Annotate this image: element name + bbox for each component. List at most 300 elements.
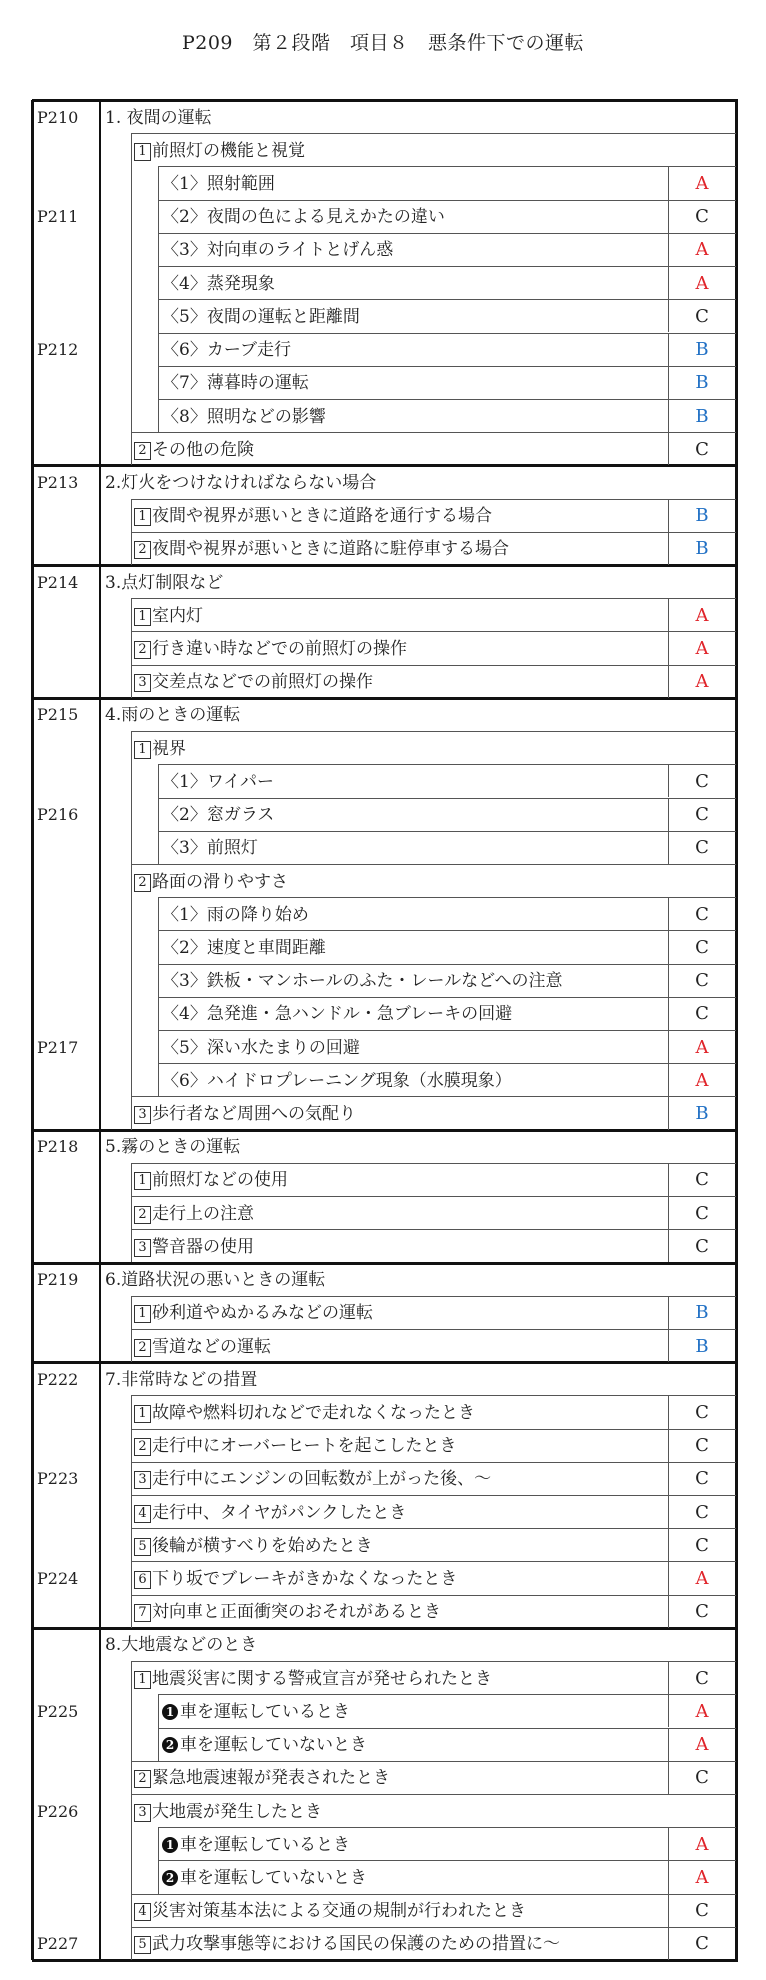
table-rule	[158, 831, 736, 832]
item-number-box: 1	[134, 143, 151, 161]
item-label: 〈4〉蒸発現象	[162, 273, 275, 294]
item-label: 対向車と正面衝突のおそれがあるとき	[152, 1602, 441, 1623]
table-rule	[158, 1860, 736, 1861]
item-number-box: 6	[134, 1571, 151, 1589]
table-rule	[99, 100, 101, 1960]
table-rule	[158, 266, 736, 267]
grade-label: C	[695, 804, 709, 826]
table-rule	[668, 399, 669, 432]
item-number-box: 2	[134, 541, 151, 559]
table-rule	[158, 1827, 736, 1828]
detail-item	[162, 373, 309, 393]
subsection-item	[134, 1303, 373, 1323]
item-label: 車を運転しているとき	[180, 1834, 350, 1855]
table-rule	[668, 598, 669, 631]
table-rule	[668, 1096, 669, 1129]
item-label: 〈1〉雨の降り始め	[162, 904, 309, 925]
item-label: 車を運転していないとき	[180, 1735, 367, 1756]
page-ref-label: P216	[37, 805, 79, 825]
item-label: 〈5〉夜間の運転と距離間	[162, 306, 360, 327]
grade-label: B	[695, 538, 709, 560]
subsection-item	[134, 1934, 560, 1954]
item-number-box: 1	[134, 1671, 151, 1689]
table-rule	[668, 299, 669, 332]
item-label: 路面の滑りやすさ	[152, 871, 288, 892]
table-rule	[668, 1927, 669, 1960]
subsection-item	[134, 539, 509, 559]
item-label: 緊急地震速報が発表されたとき	[152, 1768, 390, 1789]
table-rule	[668, 997, 669, 1030]
grade-label: A	[695, 671, 709, 693]
subsection-item	[134, 1170, 288, 1190]
item-label: 車を運転しているとき	[180, 1701, 350, 1722]
table-rule	[158, 764, 736, 765]
table-rule	[668, 831, 669, 864]
grade-label: C	[695, 305, 709, 327]
table-rule	[131, 1927, 736, 1928]
table-rule	[131, 1296, 132, 1362]
table-rule	[158, 1030, 736, 1031]
table-rule	[668, 1495, 669, 1528]
grade-label: A	[695, 173, 709, 195]
table-rule	[158, 930, 736, 931]
grade-label: B	[695, 405, 709, 427]
subsection-item	[134, 872, 288, 892]
grade-label: C	[695, 1534, 709, 1556]
table-rule	[131, 1163, 132, 1263]
item-label: 歩行者など周囲への気配り	[152, 1104, 356, 1125]
table-rule	[131, 631, 736, 632]
detail-item	[162, 938, 326, 958]
detail-item	[162, 274, 275, 294]
item-label: 走行中、タイヤがパンクしたとき	[152, 1502, 407, 1523]
subsection-item	[134, 1337, 271, 1357]
page-ref-label: P213	[37, 472, 79, 492]
table-rule	[668, 1296, 669, 1329]
grade-label: C	[695, 1468, 709, 1490]
item-number-box: 1	[134, 1405, 151, 1423]
circled-number-icon: 2	[162, 1870, 178, 1886]
table-rule	[668, 1728, 669, 1761]
table-rule	[668, 964, 669, 997]
table-rule	[158, 1063, 736, 1064]
item-label: その他の危険	[152, 439, 254, 460]
page-ref-label: P212	[37, 340, 79, 360]
subsection-item	[134, 141, 305, 161]
item-number-box: 2	[134, 442, 151, 460]
item-number-box: 3	[134, 1471, 151, 1489]
grade-label: C	[695, 1900, 709, 1922]
subsection-item	[134, 1204, 254, 1224]
item-number-box: 1	[134, 1172, 151, 1190]
grade-label: C	[695, 1501, 709, 1523]
table-rule	[131, 1561, 736, 1562]
grade-label: C	[695, 1235, 709, 1257]
table-rule	[32, 1262, 736, 1265]
page-ref-label: P215	[37, 705, 79, 725]
table-rule	[131, 598, 736, 599]
item-label: 下り坂でブレーキがきかなくなったとき	[152, 1569, 458, 1590]
grade-label: C	[695, 770, 709, 792]
table-rule	[131, 499, 736, 500]
subsection-item	[134, 672, 373, 692]
grade-label: A	[695, 604, 709, 626]
item-number-box: 3	[134, 1804, 151, 1822]
table-rule	[668, 1595, 669, 1628]
section-heading	[105, 108, 212, 128]
table-rule	[158, 964, 736, 965]
table-rule	[131, 1096, 736, 1097]
table-rule	[131, 598, 132, 698]
item-label: 〈7〉薄暮時の運転	[162, 373, 309, 394]
grade-label: A	[695, 1700, 709, 1722]
detail-item	[162, 240, 393, 260]
table-rule	[32, 564, 736, 567]
item-label: 〈3〉前照灯	[162, 838, 258, 859]
page-ref-label: P218	[37, 1137, 79, 1157]
table-rule	[668, 1063, 669, 1096]
detail-item	[162, 905, 309, 925]
table-rule	[668, 532, 669, 565]
table-rule	[668, 930, 669, 963]
table-rule	[668, 1429, 669, 1462]
item-label: 視界	[152, 738, 186, 759]
item-label: 夜間や視界が悪いときに道路を通行する場合	[152, 506, 492, 527]
table-rule	[158, 366, 736, 367]
table-rule	[158, 1694, 736, 1695]
table-rule	[131, 1661, 132, 1960]
table-rule	[668, 200, 669, 233]
table-rule	[668, 1827, 669, 1860]
grade-label: B	[695, 339, 709, 361]
subsection-item	[134, 1901, 526, 1921]
item-label: 車を運転していないとき	[180, 1867, 367, 1888]
table-rule	[131, 1661, 736, 1662]
table-rule	[668, 1163, 669, 1196]
table-rule	[131, 1462, 736, 1463]
table-rule	[158, 1728, 736, 1729]
item-label: 室内灯	[152, 605, 203, 626]
table-rule	[158, 764, 159, 864]
table-rule	[131, 1196, 736, 1197]
page-ref-label: P226	[37, 1801, 79, 1821]
table-rule	[131, 1495, 736, 1496]
table-rule	[131, 1429, 736, 1430]
grade-label: C	[695, 206, 709, 228]
detail-item	[162, 1735, 367, 1755]
item-number-box: 4	[134, 1903, 151, 1921]
item-label: 砂利道やぬかるみなどの運転	[152, 1303, 373, 1324]
page-ref-label: P225	[37, 1701, 79, 1721]
grade-label: C	[695, 837, 709, 859]
table-rule	[158, 997, 736, 998]
section-heading	[105, 1270, 325, 1290]
subsection-item	[134, 1403, 475, 1423]
table-rule	[131, 499, 132, 565]
subsection-item	[134, 1237, 254, 1257]
detail-item	[162, 1071, 512, 1091]
table-rule	[668, 166, 669, 199]
table-rule	[131, 432, 736, 433]
table-rule	[158, 1694, 159, 1760]
table-rule	[158, 798, 736, 799]
item-label: 走行中にエンジンの回転数が上がった後、～	[152, 1469, 492, 1490]
table-rule	[668, 366, 669, 399]
detail-item	[162, 307, 360, 327]
subsection-item	[134, 1536, 373, 1556]
table-rule	[131, 1329, 736, 1330]
table-rule	[32, 1361, 736, 1364]
grade-label: B	[695, 1335, 709, 1357]
table-rule	[668, 1395, 669, 1428]
grade-label: B	[695, 1103, 709, 1125]
table-rule	[131, 1595, 736, 1596]
table-rule	[158, 333, 736, 334]
grade-label: A	[695, 1866, 709, 1888]
detail-item	[162, 340, 291, 360]
page-ref-label: P222	[37, 1369, 79, 1389]
detail-item	[162, 971, 562, 991]
table-rule	[158, 897, 736, 898]
item-number-box: 2	[134, 874, 151, 892]
table-rule	[32, 99, 738, 102]
page-ref-label: P211	[37, 207, 79, 227]
grade-label: C	[695, 1933, 709, 1955]
subsection-item	[134, 1104, 356, 1124]
detail-item	[162, 207, 445, 227]
table-rule	[32, 464, 736, 467]
subsection-item	[134, 739, 186, 759]
item-number-box: 2	[134, 1206, 151, 1224]
item-label: 〈1〉照射範囲	[162, 174, 275, 195]
item-label: 7.非常時などの措置	[105, 1369, 258, 1390]
item-number-box: 1	[134, 508, 151, 526]
item-label: 〈2〉窓ガラス	[162, 805, 275, 826]
table-rule	[668, 798, 669, 831]
item-label: 5.霧のときの運転	[105, 1137, 241, 1158]
table-rule	[668, 1462, 669, 1495]
table-rule	[131, 1528, 736, 1529]
item-label: 警音器の使用	[152, 1236, 254, 1257]
item-number-box: 5	[134, 1936, 151, 1954]
table-rule	[668, 1694, 669, 1727]
item-number-box: 3	[134, 1106, 151, 1124]
grade-label: C	[695, 1667, 709, 1689]
table-rule	[668, 1894, 669, 1927]
item-label: 〈3〉鉄板・マンホールのふた・レールなどへの注意	[162, 971, 563, 992]
item-label: 〈3〉対向車のライトとげん惑	[162, 240, 394, 261]
section-heading	[105, 1635, 257, 1655]
table-rule	[131, 1894, 736, 1895]
table-rule	[32, 1959, 738, 1962]
table-rule	[131, 1395, 736, 1396]
table-rule	[668, 1761, 669, 1794]
subsection-item	[134, 639, 407, 659]
item-label: 走行中にオーバーヒートを起こしたとき	[152, 1436, 457, 1457]
subsection-item	[134, 1503, 406, 1523]
subsection-item	[134, 1802, 322, 1822]
table-rule	[131, 1761, 736, 1762]
table-rule	[31, 100, 34, 1960]
grade-label: A	[695, 1734, 709, 1756]
table-rule	[668, 233, 669, 266]
grade-label: C	[695, 438, 709, 460]
table-rule	[668, 1229, 669, 1262]
page-ref-label: P217	[37, 1037, 79, 1057]
table-rule	[668, 1030, 669, 1063]
item-label: 災害対策基本法による交通の規制が行われたとき	[152, 1901, 526, 1922]
grade-label: C	[695, 1202, 709, 1224]
grade-label: A	[695, 1036, 709, 1058]
table-rule	[668, 1329, 669, 1362]
table-rule	[158, 299, 736, 300]
detail-item	[162, 805, 274, 825]
table-rule	[131, 665, 736, 666]
item-label: 〈8〉照明などの影響	[162, 406, 326, 427]
table-rule	[668, 764, 669, 797]
item-number-box: 7	[134, 1604, 151, 1622]
grade-label: B	[695, 1302, 709, 1324]
subsection-item	[134, 506, 492, 526]
subsection-item	[134, 1602, 441, 1622]
table-rule	[131, 864, 736, 865]
subsection-item	[134, 606, 203, 626]
item-label: 6.道路状況の悪いときの運転	[105, 1270, 326, 1291]
item-label: 1. 夜間の運転	[105, 107, 212, 128]
item-label: 後輪が横すべりを始めたとき	[152, 1535, 373, 1556]
table-rule	[668, 631, 669, 664]
table-rule	[668, 499, 669, 532]
item-label: 4.雨のときの運転	[105, 705, 241, 726]
table-rule	[131, 731, 132, 1130]
detail-item	[162, 407, 326, 427]
grade-label: C	[695, 1435, 709, 1457]
table-rule	[668, 1860, 669, 1893]
item-label: 〈6〉ハイドロプレーニング現象（水膜現象）	[162, 1070, 512, 1091]
grade-label: C	[695, 936, 709, 958]
table-rule	[668, 432, 669, 465]
detail-item	[162, 838, 258, 858]
page-title: P209 第２段階 項目８ 悪条件下での運転	[181, 32, 585, 54]
grade-label: A	[695, 638, 709, 660]
table-rule	[668, 1528, 669, 1561]
grade-label: C	[695, 1601, 709, 1623]
table-rule	[668, 333, 669, 366]
item-label: 前照灯などの使用	[152, 1170, 288, 1191]
subsection-item	[134, 1768, 390, 1788]
section-heading	[105, 473, 376, 493]
grade-label: A	[695, 272, 709, 294]
table-rule	[131, 532, 736, 533]
item-label: 武力攻撃事態等における国民の保護のための措置に～	[152, 1934, 560, 1955]
item-label: 3.点灯制限など	[105, 572, 224, 593]
table-rule	[158, 166, 736, 167]
item-number-box: 2	[134, 1339, 151, 1357]
item-label: 大地震が発生したとき	[152, 1801, 322, 1822]
table-rule	[668, 665, 669, 698]
item-number-box: 1	[134, 741, 151, 759]
item-label: 〈2〉夜間の色による見えかたの違い	[162, 207, 445, 228]
grade-label: C	[695, 1003, 709, 1025]
grade-label: C	[695, 903, 709, 925]
item-label: 故障や燃料切れなどで走れなくなったとき	[152, 1402, 475, 1423]
table-rule	[131, 731, 736, 732]
subsection-item	[134, 1669, 492, 1689]
detail-item	[162, 1038, 360, 1058]
item-label: 2.灯火をつけなければならない場合	[105, 472, 377, 493]
item-number-box: 1	[134, 608, 151, 626]
table-rule	[131, 1229, 736, 1230]
grade-label: C	[695, 1767, 709, 1789]
page-ref-label: P223	[37, 1469, 79, 1489]
table-rule	[668, 1561, 669, 1594]
grade-label: B	[695, 505, 709, 527]
table-rule	[131, 1163, 736, 1164]
grade-label: A	[695, 1069, 709, 1091]
circled-number-icon: 1	[162, 1704, 178, 1720]
detail-item	[162, 1702, 350, 1722]
detail-item	[162, 1004, 512, 1024]
item-label: 走行上の注意	[152, 1203, 254, 1224]
detail-item	[162, 174, 275, 194]
page-ref-label: P224	[37, 1569, 79, 1589]
page-ref-label: P214	[37, 572, 79, 592]
item-label: 〈4〉急発進・急ハンドル・急ブレーキの回避	[162, 1004, 513, 1025]
table-rule	[131, 1395, 132, 1628]
table-rule	[668, 1196, 669, 1229]
item-number-box: 3	[134, 674, 151, 692]
item-label: 〈5〉深い水たまりの回避	[162, 1037, 360, 1058]
item-number-box: 3	[134, 1239, 151, 1257]
section-heading	[105, 1137, 240, 1157]
subsection-item	[134, 440, 254, 460]
subsection-item	[134, 1569, 457, 1589]
item-number-box: 1	[134, 1305, 151, 1323]
circled-number-icon: 2	[162, 1737, 178, 1753]
table-rule	[131, 1794, 736, 1795]
table-rule	[668, 1661, 669, 1694]
section-heading	[105, 705, 240, 725]
grade-label: A	[695, 239, 709, 261]
item-number-box: 4	[134, 1505, 151, 1523]
table-rule	[131, 133, 132, 465]
table-rule	[158, 200, 736, 201]
item-number-box: 2	[134, 1770, 151, 1788]
subsection-item	[134, 1436, 456, 1456]
table-rule	[158, 233, 736, 234]
grade-label: C	[695, 1401, 709, 1423]
grade-label: A	[695, 1833, 709, 1855]
grade-label: C	[695, 1169, 709, 1191]
grade-label: B	[695, 372, 709, 394]
item-number-box: 5	[134, 1538, 151, 1556]
table-rule	[158, 166, 159, 432]
detail-item	[162, 772, 274, 792]
page-ref-label: P227	[37, 1934, 79, 1954]
table-rule	[158, 1827, 159, 1893]
item-label: 〈2〉速度と車間距離	[162, 937, 326, 958]
detail-item	[162, 1868, 367, 1888]
table-rule	[32, 1627, 736, 1630]
page-ref-label: P219	[37, 1270, 79, 1290]
item-label: 地震災害に関する警戒宣言が発せられたとき	[152, 1668, 492, 1689]
subsection-item	[134, 1469, 491, 1489]
item-label: 〈6〉カーブ走行	[162, 340, 291, 361]
item-label: 前照灯の機能と視覚	[152, 140, 305, 161]
item-label: 行き違い時などでの前照灯の操作	[152, 639, 407, 660]
table-rule	[32, 697, 736, 700]
item-label: 8.大地震などのとき	[105, 1635, 258, 1656]
